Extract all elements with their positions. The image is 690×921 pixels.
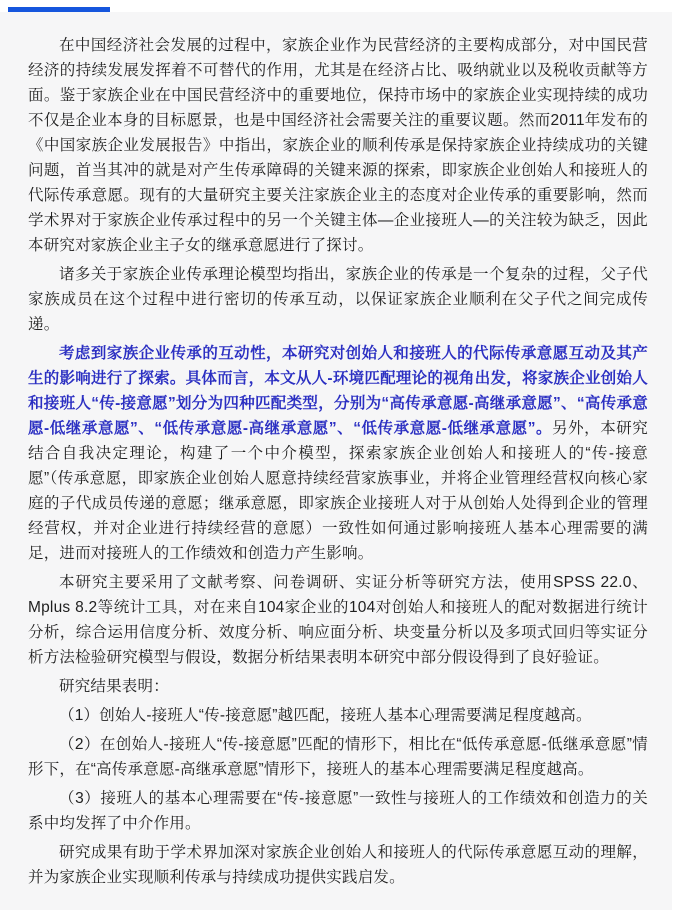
paragraph-theory-models: 诸多关于家族企业传承理论模型均指出，家族企业的传承是一个复杂的过程，父子代家族成员在这个过程中进行密切的传承互动，以保证家族企业顺利在父子代之间完成传递。	[28, 266, 648, 333]
result-item-1: （1）创始人-接班人“传-接意愿”越匹配，接班人基本心理需要满足程度越高。	[59, 707, 592, 724]
paragraph-research-design	[28, 341, 648, 566]
paragraph-methods: 本研究主要采用了文献考察、问卷调研、实证分析等研究方法，使用SPSS 22.0、Mplus 8.2等统计工具，对在来自104家企业的104对创始人和接班人的配对数据进行统计分析，综合运用信度分析、效度分析、响应面分析、块变量分析以及多项式回归等实证分析方法检验研究模型与假设，数据分析结果表明本研究中部分假设得到了良好验证。	[28, 574, 648, 666]
paragraph-contribution: 研究成果有助于学术界加深对家族企业创始人和接班人的代际传承意愿互动的理解，并为家族企业实现顺利传承与持续成功提供实践启发。	[28, 844, 648, 886]
result-item-3: （3）接班人的基本心理需要在“传-接意愿”一致性与接班人的工作绩效和创造力的关系中均发挥了中介作用。	[28, 790, 648, 832]
research-design-rest-text: 另外，本研究结合自我决定理论，构建了一个中介模型，探索家族企业创始人和接班人的“传-接意愿”（传承意愿，即家族企业创始人愿意持续经营家族事业，并将企业管理经营权向核心家庭的子代成员传递的意愿；继承意愿，即家族企业接班人对于从创始人处得到企业的管理经营权，并对企业进行持续经营的意愿）一致性如何通过影响接班人基本心理需要的满足，进而对接班人的工作绩效和创造力产生影响。	[28, 420, 649, 562]
abstract-panel	[0, 12, 672, 910]
result-item-2: （2）在创始人-接班人“传-接意愿”匹配的情形下，相比在“低传承意愿-低继承意愿”情形下，在“高传承意愿-高继承意愿”情形下，接班人的基本心理需要满足程度越高。	[28, 736, 648, 778]
paragraph-intro: 在中国经济社会发展的过程中，家族企业作为民营经济的主要构成部分，对中国民营经济的持续发展发挥着不可替代的作用，尤其是在经济占比、吸纳就业以及税收贡献等方面。鉴于家族企业在中国民营经济中的重要地位，保持市场中的家族企业实现持续的成功不仅是企业本身的目标愿景，也是中国经济社会需要关注的重要议题。然而2011年发布的《中国家族企业发展报告》中指出，家族企业的顺利传承是保持家族企业持续成功的关键问题，首当其冲的就是对产生传承障碍的关键来源的探索，即家族企业创始人和接班人的代际传承意愿。现有的大量研究主要关注家族企业主的态度对企业传承的重要影响，然而学术界对于家族企业传承过程中的另一个关键主体—企业接班人—的关注较为缺乏，因此本研究对家族企业主子女的继承意愿进行了探讨。	[28, 37, 648, 254]
results-heading: 研究结果表明：	[59, 678, 169, 695]
research-design-highlight-text: 考虑到家族企业传承的互动性，本研究对创始人和接班人的代际传承意愿互动及其产生的影响进行了探索。具体而言，本文从人-环境匹配理论的视角出发，将家族企业创始人和接班人“传-接意愿”划分为四种匹配类型，分别为“高传承意愿-高继承意愿”、“高传承意愿-低继承意愿”、“低传承意愿-高继承意愿”、“低传承意愿-低继承意愿”。	[28, 345, 648, 437]
